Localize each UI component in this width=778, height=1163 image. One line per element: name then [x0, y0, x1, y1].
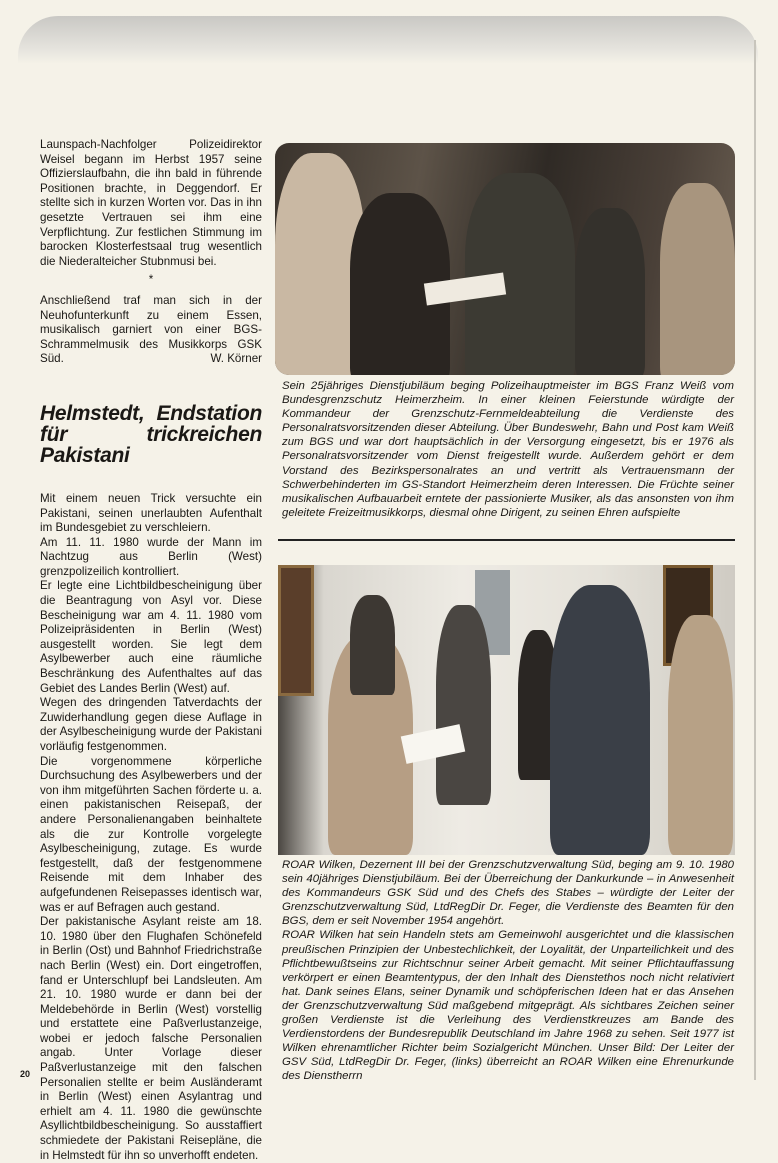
article-headline: Helmstedt, Endstation für trickreichen Pakistani	[40, 401, 262, 467]
photo-1-caption	[282, 379, 734, 520]
intro-paragraph: Launspach-Nachfolger Polizeidirektor Weisel begann im Herbst 1957 seine Offizierslaufbahn, die ihn bald in führende Positionen brachte, in Deggendorf. Er stellte sich in kurzen Worten vor. Das in ihn gesetzte Vertrauen sei ihm eine Verpflichtung. Zur festlichen Stimmung im barocken Klosterfestsaal trug wesentlich die Niederalteicher Stubnmusi bei.	[40, 138, 262, 268]
article-paragraph: Er legte eine Lichtbildbescheinigung über die Beantragung von Asyl vor. Diese Bescheinigung war am 4. 11. 1980 vom Polizeipräsidenten in Berlin (West) ausgestellt worden. Sie legt dem Asylbewerber auch eine räumliche Beschränkung des Aufenthaltes auf das Gebiet des Landes Berlin (West) auf.	[40, 579, 262, 695]
photo-2-caption	[282, 858, 734, 1084]
person-figure	[350, 595, 395, 695]
caption-text: Sein 25jähriges Dienstjubiläum beging Polizeihauptmeister im BGS Franz Weiß vom Bundesgrenzschutz Heimerzheim. In einer kleinen Feierstunde würdigte der Kommandeur der Grenzschutz-Fernmeldeabteilung die Verdienste des Personalratsvorsitzenden dieser Abteilung. Über Bundeswehr, Bahn und Post kam Weiß zum BGS und war dort hauptsächlich in der Versorgung eingesetzt, bis er 1976 als Personalratsvorsitzender vom Dienst freigestellt wurde. Außerdem gehört er dem Vorstand des Bezirkspersonalrates an und vertritt als Vertrauensmann der Schwerbehinderten im GS-Standort Heimerzheim deren Interessen. Die Früchte seiner musikalischen Aufbauarbeit erntete der passionierte Musiker, als das ansonsten von ihm geleitete Freizeitmusikkorps, diesmal ohne Dirigent, zu seinen Ehren aufspielte	[282, 380, 734, 519]
article-paragraph: Mit einem neuen Trick versuchte ein Pakistani, seinen unerlaubten Aufenthalt im Bundesgebiet zu verschleiern.	[40, 491, 262, 535]
page-edge-line	[754, 40, 756, 1080]
left-column	[40, 138, 262, 1163]
article-paragraph: Die vorgenommene körperliche Durchsuchung des Asylbewerbers und der von ihm mitgeführten Sachen förderte u. a. einen pakistanischen Reisepaß, der andere Personalienangaben beinhaltete als die zur Kontrolle vorgelegte Asylbescheinigung, zutage. Es wurde festgestellt, daß der festgenommene Reisende mit dem Inhaber des aufgefundenen Reisepasses identisch war, was er auf Befragen auch gestand.	[40, 754, 262, 914]
page-header-banner	[18, 16, 758, 64]
person-figure	[660, 183, 735, 375]
person-figure	[550, 585, 650, 855]
closing-text: Anschließend traf man sich in der Neuhofunterkunft zu einem Essen, musikalisch garniert von einer BGS-Schrammelmusik des Musikkorps GSK Süd.	[40, 293, 262, 366]
page-number: 20	[20, 1069, 31, 1079]
person-figure	[465, 173, 575, 375]
person-figure	[436, 605, 491, 805]
author: W. Körner	[210, 352, 262, 366]
painting	[278, 565, 314, 696]
photo-ceremony-wilken	[278, 565, 735, 855]
caption-text: ROAR Wilken, Dezernent III bei der Grenzschutzverwaltung Süd, beging am 9. 10. 1980 sein 40jähriges Dienstjubiläum. Bei der Überreichung der Dankurkunde – in Anwesenheit des Kommandeurs GSK Süd und des Chefs des Stabes – würdigte der Leiter der Grenzschutzverwaltung Süd, LtdRegDir Dr. Feger, die Verdienste des Beamten für den BGS, dem er seit November 1954 angehört.	[282, 859, 734, 928]
caption-text: ROAR Wilken hat sein Handeln stets am Gemeinwohl ausgerichtet und die klassischen preußischen Prinzipien der Unbestechlichkeit, der Loyalität, der Unparteilichkeit und des Pflichtbewußtseins zur Richtschnur seiner Arbeit gemacht. Mit seiner Pflichtauffassung verkörpert er einen Beamtentypus, der den Inhalt des Dienstethos noch nicht relativiert hat. Dank seines Elans, seiner Dynamik und schöpferischen Ideen hat er das Ansehen der Grenzschutzverwaltung Süd maßgebend mitgeprägt. Als sichtbares Zeichen seiner großen Verdienste ist die Verleihung des Verdienstkreuzes am Bande des Verdienstordens der Bundesrepublik Deutschland im Jahre 1968 zu sehen. Seit 1977 ist Wilken ehrenamtlicher Richter beim Sozialgericht München. Unser Bild: Der Leiter der GSV Süd, LtdRegDir Dr. Feger, (links) überreicht an ROAR Wilken eine Ehrenurkunde des Dienstherrn	[282, 929, 734, 1083]
person-figure	[575, 208, 645, 375]
article-paragraph: Der pakistanische Asylant reiste am 18. 10. 1980 über den Flughafen Schönefeld in Berlin (Ost) und Bahnhof Friedrichstraße nach Berlin (West) ein. Dort eingetroffen, fand er Unterschlupf bei Landsleuten. Am 21. 10. 1980 wurde er dann bei der Meldebehörde in Berlin (West) vorstellig und erstattete eine Paßverlustanzeige, wobei er jedoch falsche Personalien angab. Unter Vorlage dieser Paßverlustanzeige mit den falschen Personalien stellte er beim Ausländeramt in Berlin (West) einen Asylantrag und erhielt am 4. 11. 1980 die gewünschte Asyllichtbildbescheinigung. So ausstaffiert schmiedete der Pakistani Reisepläne, die in Helmstedt für ihn so unverhofft endeten.	[40, 915, 262, 1162]
separator: *	[148, 273, 154, 287]
person-figure	[668, 615, 733, 855]
article-paragraph: Am 11. 11. 1980 wurde der Mann im Nachtzug aus Berlin (West) grenzpolizeilich kontrolliert.	[40, 535, 262, 578]
closing-paragraph	[40, 294, 262, 367]
divider-rule	[278, 539, 735, 541]
article-paragraph: Wegen des dringenden Tatverdachts der Zuwiderhandlung gegen diese Auflage in der Asylbescheinigung wurde der Pakistani vorläufig festgenommen.	[40, 696, 262, 753]
photo-ceremony-weiss	[275, 143, 735, 375]
